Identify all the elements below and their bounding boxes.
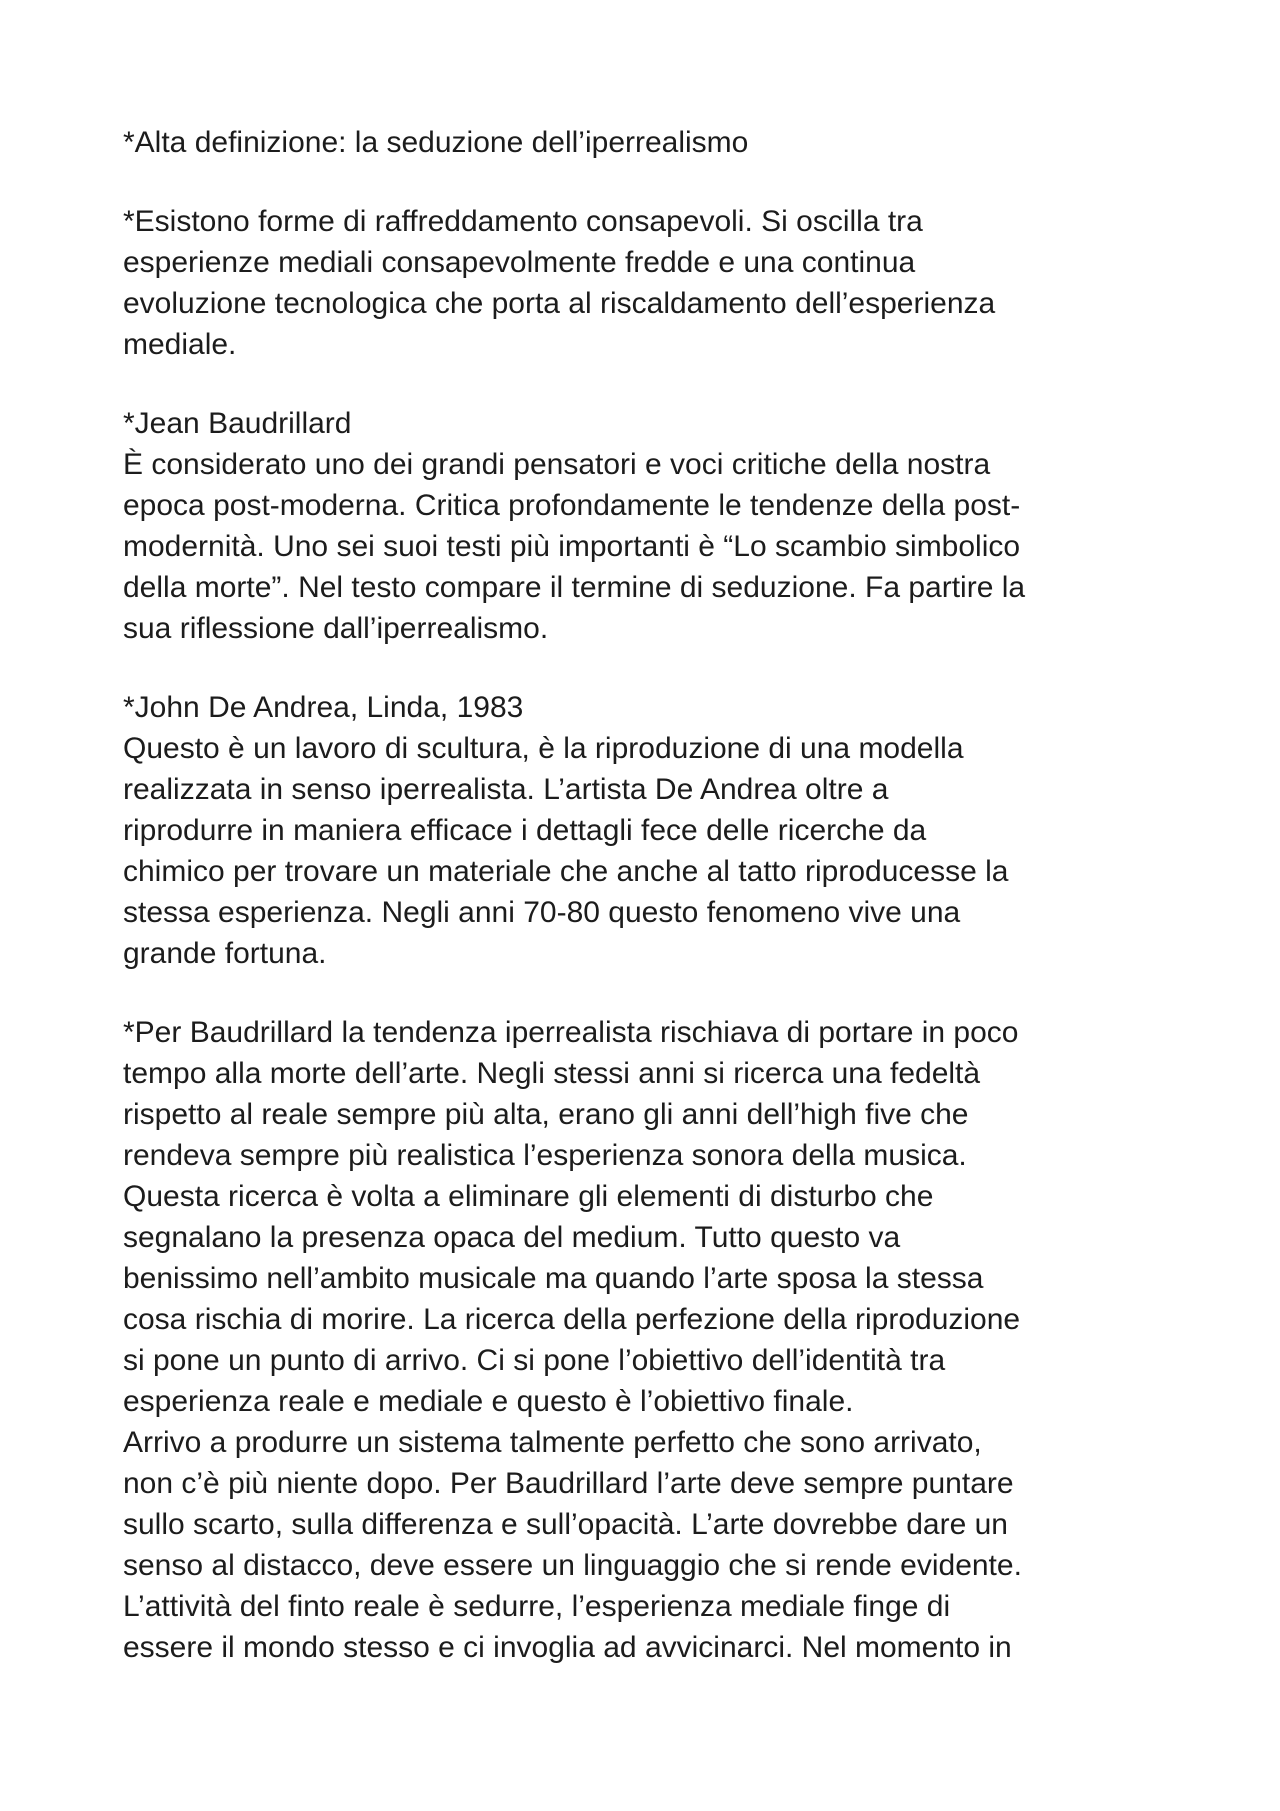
paragraph-de-andrea [123,687,1203,974]
text-line: stessa esperienza. Negli anni 70-80 questo fenomeno vive una [123,896,961,929]
text-line: esperienze mediali consapevolmente fredde e una continua [123,246,916,279]
text-line: L’attività del finto reale è sedurre, l’esperienza mediale finge di [123,1590,951,1623]
text-line: grande fortuna. [123,937,327,970]
text-line: Arrivo a produrre un sistema talmente perfetto che sono arrivato, [123,1426,982,1459]
paragraph-baudrillard [123,403,1203,649]
text-line: si pone un punto di arrivo. Ci si pone l’obiettivo dell’identità tra [123,1344,946,1377]
document-heading: *Alta definizione: la seduzione dell’iperrealismo [123,126,749,159]
text-line: segnalano la presenza opaca del medium. Tutto questo va [123,1221,901,1254]
text-line: sullo scarto, sulla differenza e sull’opacità. L’arte dovrebbe dare un [123,1508,1008,1541]
text-line: benissimo nell’ambito musicale ma quando l’arte sposa la stessa [123,1262,984,1295]
text-line: tempo alla morte dell’arte. Negli stessi anni si ricerca una fedeltà [123,1057,981,1090]
text-line: *Jean Baudrillard [123,407,352,440]
paragraph-raffreddamento [123,201,1203,365]
text-line: *Per Baudrillard la tendenza iperrealista rischiava di portare in poco [123,1016,1019,1049]
text-line: Questo è un lavoro di scultura, è la riproduzione di una modella [123,732,964,765]
text-line: della morte”. Nel testo compare il termine di seduzione. Fa partire la [123,571,1026,604]
document-page [123,122,1203,1668]
text-line: mediale. [123,328,237,361]
text-line: chimico per trovare un materiale che anche al tatto riproducesse la [123,855,1009,888]
text-line: realizzata in senso iperrealista. L’artista De Andrea oltre a [123,773,889,806]
text-line: rendeva sempre più realistica l’esperienza sonora della musica. [123,1139,967,1172]
text-line: È considerato uno dei grandi pensatori e voci critiche della nostra [123,448,991,481]
heading-block [123,122,1203,163]
text-line: sua riflessione dall’iperrealismo. [123,612,549,645]
paragraph-iperrealismo [123,1012,1203,1668]
text-line: essere il mondo stesso e ci invoglia ad avvicinarci. Nel momento in [123,1631,1012,1664]
text-line: epoca post-moderna. Critica profondamente le tendenze della post- [123,489,1021,522]
text-line: rispetto al reale sempre più alta, erano gli anni dell’high five che [123,1098,969,1131]
text-line: esperienza reale e mediale e questo è l’obiettivo finale. [123,1385,854,1418]
text-line: *Esistono forme di raffreddamento consapevoli. Si oscilla tra [123,205,923,238]
text-line: senso al distacco, deve essere un linguaggio che si rende evidente. [123,1549,1022,1582]
text-line: Questa ricerca è volta a eliminare gli elementi di disturbo che [123,1180,934,1213]
text-line: modernità. Uno sei suoi testi più importanti è “Lo scambio simbolico [123,530,1021,563]
text-line: *John De Andrea, Linda, 1983 [123,691,524,724]
text-line: riprodurre in maniera efficace i dettagli fece delle ricerche da [123,814,927,847]
text-line: cosa rischia di morire. La ricerca della perfezione della riproduzione [123,1303,1021,1336]
text-line: evoluzione tecnologica che porta al riscaldamento dell’esperienza [123,287,996,320]
text-line: non c’è più niente dopo. Per Baudrillard l’arte deve sempre puntare [123,1467,1014,1500]
